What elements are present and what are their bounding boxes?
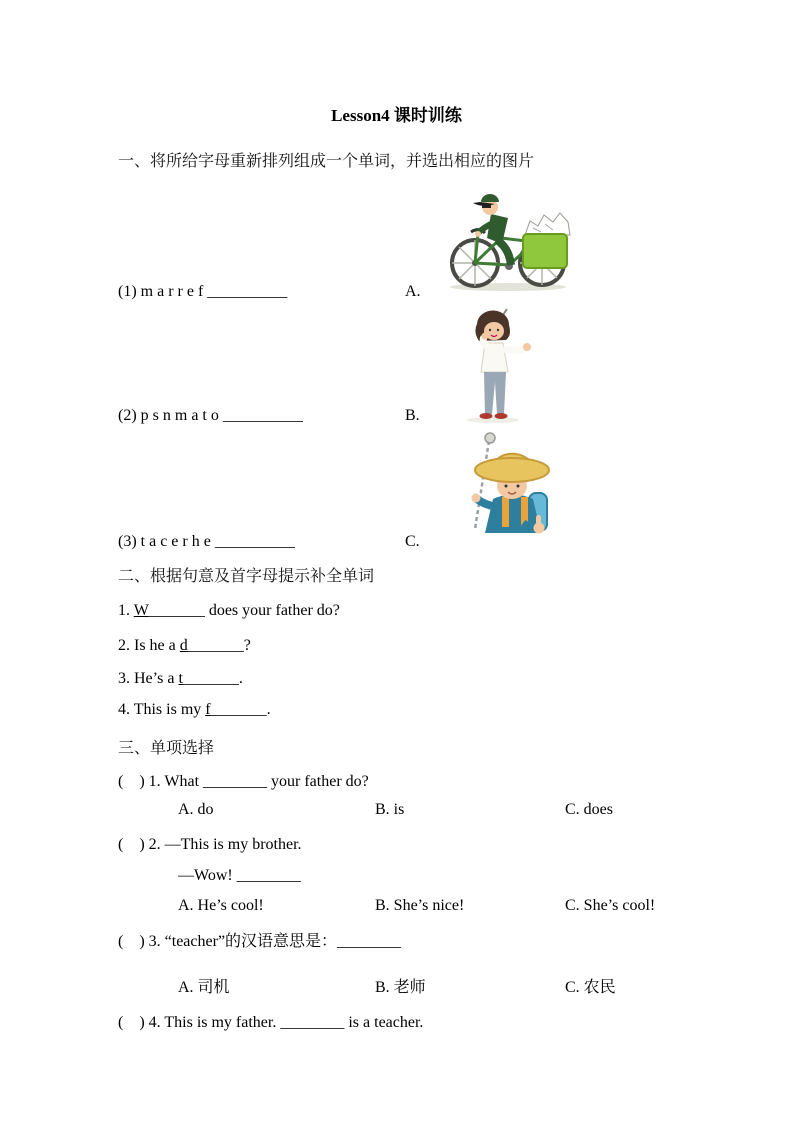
fill-blank-item-2-suffix: ?	[243, 637, 251, 654]
fill-blank-item-2-prefix: 2. Is he a	[118, 637, 180, 654]
section3-heading: 三、单项选择	[118, 740, 215, 757]
choice-question-4-answer-parens[interactable]: ( )	[118, 1014, 145, 1031]
q1-option-a[interactable]: A. do	[178, 801, 214, 818]
choice-question-3-text: 3. “teacher”的汉语意思是：________	[144, 933, 402, 950]
choice-question-3-answer-parens[interactable]: ( )	[118, 933, 145, 950]
rearrange-item-2	[118, 407, 303, 425]
picture-option-b-label[interactable]: B.	[405, 407, 420, 424]
q1-option-b[interactable]: B. is	[375, 801, 405, 818]
rearrange-item-2-label: (2) p s n m a t o	[118, 407, 223, 424]
rearrange-item-2-blank[interactable]: __________	[222, 407, 303, 424]
choice-question-4	[118, 1014, 423, 1032]
choice-question-1-text: 1. What ________ your father do?	[144, 773, 369, 790]
choice-question-4-text: 4. This is my father. ________ is a teacher.	[144, 1014, 424, 1031]
choice-question-2-line2: —Wow! ________	[178, 867, 301, 884]
fill-blank-item-4-blank[interactable]: _______	[210, 701, 267, 718]
farmer-sprayer-image	[455, 429, 552, 553]
q2-option-a[interactable]: A. He’s cool!	[178, 897, 264, 914]
choice-question-2-answer-parens[interactable]: ( )	[118, 836, 145, 853]
fill-blank-item-1	[118, 602, 340, 620]
choice-question-1-answer-parens[interactable]: ( )	[118, 773, 145, 790]
fill-blank-item-4	[118, 701, 271, 719]
rearrange-item-1	[118, 283, 287, 301]
fill-blank-item-2	[118, 637, 251, 655]
rearrange-item-1-label: (1) m a r r e f	[118, 283, 208, 300]
fill-blank-item-2-letter: d	[179, 637, 188, 654]
choice-question-2	[118, 836, 302, 854]
fill-blank-item-3-prefix: 3. He’s a	[118, 670, 179, 687]
postman-bicycle-image	[445, 190, 571, 294]
fill-blank-item-2-blank[interactable]: _______	[187, 637, 244, 654]
choice-question-2-text: 2. —This is my brother.	[144, 836, 302, 853]
fill-blank-item-1-letter: W	[133, 602, 149, 619]
fill-blank-item-4-prefix: 4. This is my	[118, 701, 206, 718]
picture-option-c-label[interactable]: C.	[405, 533, 420, 550]
fill-blank-item-4-suffix: .	[266, 701, 271, 718]
choice-question-1	[118, 773, 369, 791]
q3-option-b[interactable]: B. 老师	[375, 979, 426, 996]
picture-option-a-label[interactable]: A.	[405, 283, 421, 300]
fill-blank-item-3-letter: t	[178, 670, 183, 687]
q2-option-b[interactable]: B. She’s nice!	[375, 897, 465, 914]
fill-blank-item-4-letter: f	[205, 701, 211, 718]
q3-option-a[interactable]: A. 司机	[178, 979, 230, 996]
fill-blank-item-1-blank[interactable]: _______	[148, 602, 205, 619]
fill-blank-item-3-blank[interactable]: _______	[182, 670, 239, 687]
fill-blank-item-1-suffix: does your father do?	[204, 602, 340, 619]
fill-blank-item-3	[118, 670, 243, 688]
fill-blank-item-3-suffix: .	[238, 670, 243, 687]
page-title: Lesson4 课时训练	[331, 106, 462, 125]
section1-heading: 一、将所给字母重新排列组成一个单词，并选出相应的图片	[118, 153, 535, 170]
rearrange-item-1-blank[interactable]: __________	[207, 283, 288, 300]
section2-heading: 二、根据句意及首字母提示补全单词	[118, 568, 375, 585]
rearrange-item-3	[118, 533, 295, 551]
fill-blank-item-1-prefix: 1.	[118, 602, 134, 619]
teacher-pointer-image	[455, 307, 535, 427]
rearrange-item-3-label: (3) t a c e r h e	[118, 533, 215, 550]
choice-question-3	[118, 928, 401, 951]
q3-option-c[interactable]: C. 农民	[565, 979, 616, 996]
rearrange-item-3-blank[interactable]: __________	[214, 533, 295, 550]
q1-option-c[interactable]: C. does	[565, 801, 613, 818]
q2-option-c[interactable]: C. She’s cool!	[565, 897, 656, 914]
